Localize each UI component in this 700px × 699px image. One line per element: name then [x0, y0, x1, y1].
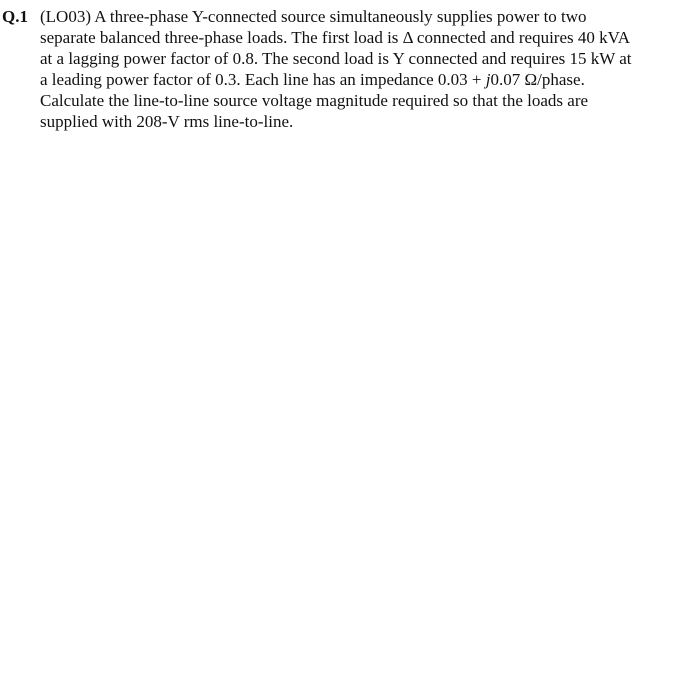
question-text-line-1: (LO03) A three-phase Y-connected source simultaneously supplies power to two [40, 7, 587, 26]
question-text-line-4: a leading power factor of 0.3. Each line has an impedance 0.03 + [40, 70, 486, 89]
question-line-3: at a lagging power factor of 0.8. The second load is Y connected and requires 15 kW at [40, 49, 632, 68]
question-number: Q.1 [2, 7, 28, 26]
question-line-5: Calculate the line-to-line source voltage magnitude required so that the loads are [40, 91, 589, 110]
impedance-j: j [485, 70, 491, 89]
question-line-4 [2, 69, 692, 90]
question-block [2, 6, 692, 132]
question-line-6: supplied with 208-V rms line-to-line. [40, 112, 294, 131]
question-line-1 [2, 6, 692, 27]
question-line-2: separate balanced three-phase loads. The first load is Δ connected and requires 40 kVA [40, 28, 630, 47]
impedance-tail: 0.07 Ω/phase. [490, 70, 585, 89]
